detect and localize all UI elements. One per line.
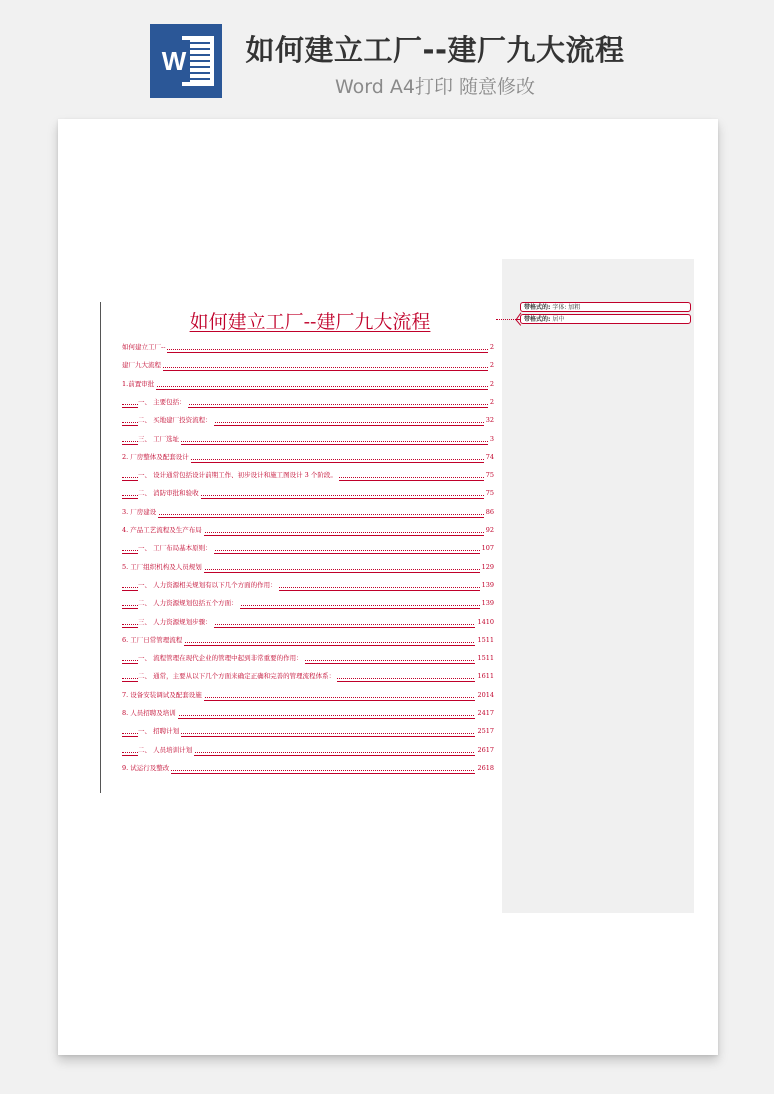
toc-entry[interactable] bbox=[122, 542, 494, 554]
comment-margin-pane bbox=[502, 259, 694, 913]
toc-page-number: 2 bbox=[489, 379, 494, 388]
toc-entry[interactable] bbox=[122, 670, 494, 682]
toc-entry[interactable] bbox=[122, 597, 494, 609]
comment-text: 居中 bbox=[552, 316, 565, 323]
toc-entry[interactable] bbox=[122, 433, 494, 445]
toc-page-number: 129 bbox=[481, 562, 494, 571]
toc-underline bbox=[122, 718, 494, 719]
toc-entry-text: 9. 试运行及整改 bbox=[122, 763, 170, 772]
comment-anchor bbox=[496, 319, 516, 320]
toc-entry[interactable] bbox=[122, 378, 494, 390]
toc-entry[interactable] bbox=[122, 469, 494, 481]
svg-text:W: W bbox=[161, 46, 187, 76]
comment-label: 带格式的: bbox=[524, 304, 551, 311]
toc-page-number: 139 bbox=[481, 599, 494, 608]
comment-label: 带格式的: bbox=[524, 316, 551, 323]
toc-entry[interactable] bbox=[122, 341, 494, 353]
toc-entry-text: 一、 招聘计划 bbox=[138, 727, 180, 736]
header bbox=[0, 0, 774, 110]
comment-balloon-2[interactable] bbox=[520, 314, 691, 324]
header-subtitle: Word A4打印 随意修改 bbox=[334, 76, 535, 98]
toc-page-number: 3 bbox=[489, 434, 494, 443]
toc-underline bbox=[122, 352, 494, 353]
toc-entry-text: 7. 设备安装调试及配套设施 bbox=[122, 690, 202, 699]
toc-leader-dots bbox=[122, 349, 494, 350]
header-title: 如何建立工厂--建厂九大流程 bbox=[245, 33, 625, 67]
toc-page-number: 32 bbox=[485, 416, 494, 425]
document-page[interactable] bbox=[58, 119, 718, 1055]
toc-page-number: 1511 bbox=[477, 654, 494, 663]
change-bar bbox=[100, 302, 101, 793]
toc-entry-text: 二、 买地建厂投资流程： bbox=[138, 416, 212, 425]
toc-entry[interactable] bbox=[122, 689, 494, 701]
toc-leader-dots bbox=[122, 367, 494, 368]
toc-entry[interactable] bbox=[122, 506, 494, 518]
toc-entry-text: 1.前置审批 bbox=[122, 379, 155, 388]
toc-underline bbox=[122, 370, 494, 371]
toc-page-number: 139 bbox=[481, 580, 494, 589]
toc-entry-text: 4. 产品工艺流程及生产布局 bbox=[122, 526, 202, 534]
toc-page-number: 2417 bbox=[477, 709, 494, 717]
toc-entry[interactable] bbox=[122, 652, 494, 664]
toc-entry-text: 5. 工厂组织机构及人员规划 bbox=[122, 562, 202, 571]
toc-page-number: 74 bbox=[485, 452, 494, 461]
toc-page-number: 2014 bbox=[477, 690, 494, 699]
toc-underline bbox=[122, 773, 494, 774]
toc-page-number: 1611 bbox=[477, 672, 494, 681]
toc-leader-dots bbox=[122, 770, 494, 771]
toc-page-number: 2618 bbox=[477, 763, 494, 772]
toc-leader-dots bbox=[122, 715, 494, 716]
toc-entry[interactable] bbox=[122, 359, 494, 371]
toc-entry-text: 建厂九大流程 bbox=[122, 361, 161, 370]
toc-entry-text: 二、 人员培训计划 bbox=[138, 745, 193, 754]
toc-entry-text: 一、 工厂布局基本原则： bbox=[138, 544, 212, 553]
toc-entry[interactable] bbox=[122, 451, 494, 463]
toc-entry[interactable] bbox=[122, 524, 494, 536]
toc-page-number: 2517 bbox=[477, 727, 494, 736]
toc-entry[interactable] bbox=[122, 487, 494, 499]
toc-underline bbox=[122, 517, 494, 518]
toc-entry-text: 二、 通常，主要从以下几个方面来确定正确和完善的管理流程体系： bbox=[138, 672, 336, 681]
toc-entry-text: 6. 工厂日常管理流程 bbox=[122, 635, 183, 644]
toc-entry-text: 如何建立工厂-- bbox=[122, 343, 166, 351]
toc-page-number: 1511 bbox=[477, 635, 494, 644]
toc-page-number: 2 bbox=[489, 361, 494, 370]
toc-entry-text: 一、 主要包括： bbox=[138, 397, 186, 406]
toc-entry-text: 一、 设计通常包括设计前期工作、初步设计和施工图设计 3 个阶段。 bbox=[138, 471, 337, 480]
toc-entry[interactable] bbox=[122, 634, 494, 646]
toc-entry[interactable] bbox=[122, 762, 494, 774]
toc-page-number: 1410 bbox=[477, 617, 494, 626]
toc-entry[interactable] bbox=[122, 579, 494, 591]
comment-balloon-1[interactable] bbox=[520, 302, 691, 312]
toc-entry[interactable] bbox=[122, 725, 494, 737]
toc-page-number: 92 bbox=[485, 526, 494, 534]
toc-entry-text: 3. 厂房建设 bbox=[122, 507, 157, 516]
toc-entry[interactable] bbox=[122, 707, 494, 719]
toc-entry-text: 2. 厂房整体及配套设计 bbox=[122, 452, 189, 461]
toc-page-number: 2617 bbox=[477, 745, 494, 754]
comment-text: 字体: 加粗 bbox=[552, 304, 581, 311]
document-title[interactable]: 如何建立工厂--建厂九大流程 bbox=[189, 311, 431, 333]
toc-entry[interactable] bbox=[122, 744, 494, 756]
toc-page-number: 107 bbox=[481, 544, 494, 553]
toc-entry-text: 三、 工厂选址 bbox=[138, 434, 180, 443]
toc-page-number: 75 bbox=[485, 489, 494, 498]
toc-entry-text: 一、 人力资源相关规划有以下几个方面的作用： bbox=[138, 580, 277, 589]
toc-page-number: 75 bbox=[485, 471, 494, 480]
toc-page-number: 2 bbox=[489, 343, 494, 351]
toc-page-number: 86 bbox=[485, 507, 494, 516]
toc-entry-text: 8. 人员招聘及培训 bbox=[122, 709, 176, 717]
toc-entry-text: 二、 人力资源规划包括五个方面： bbox=[138, 599, 238, 608]
toc-entry[interactable] bbox=[122, 616, 494, 628]
toc-leader-dots bbox=[122, 514, 494, 515]
toc-underline bbox=[122, 389, 494, 390]
toc-entry-text: 一、 流程管理在现代企业的管理中起到非常重要的作用： bbox=[138, 654, 303, 663]
toc-page-number: 2 bbox=[489, 397, 494, 406]
word-icon bbox=[150, 24, 222, 98]
toc-entry[interactable] bbox=[122, 561, 494, 573]
toc-entry-text: 三、 人力资源规划步骤： bbox=[138, 617, 212, 626]
toc-entry[interactable] bbox=[122, 414, 494, 426]
toc-entry[interactable] bbox=[122, 396, 494, 408]
toc-entry-text: 二、 消防审批和验收 bbox=[138, 489, 199, 498]
toc-leader-dots bbox=[122, 386, 494, 387]
